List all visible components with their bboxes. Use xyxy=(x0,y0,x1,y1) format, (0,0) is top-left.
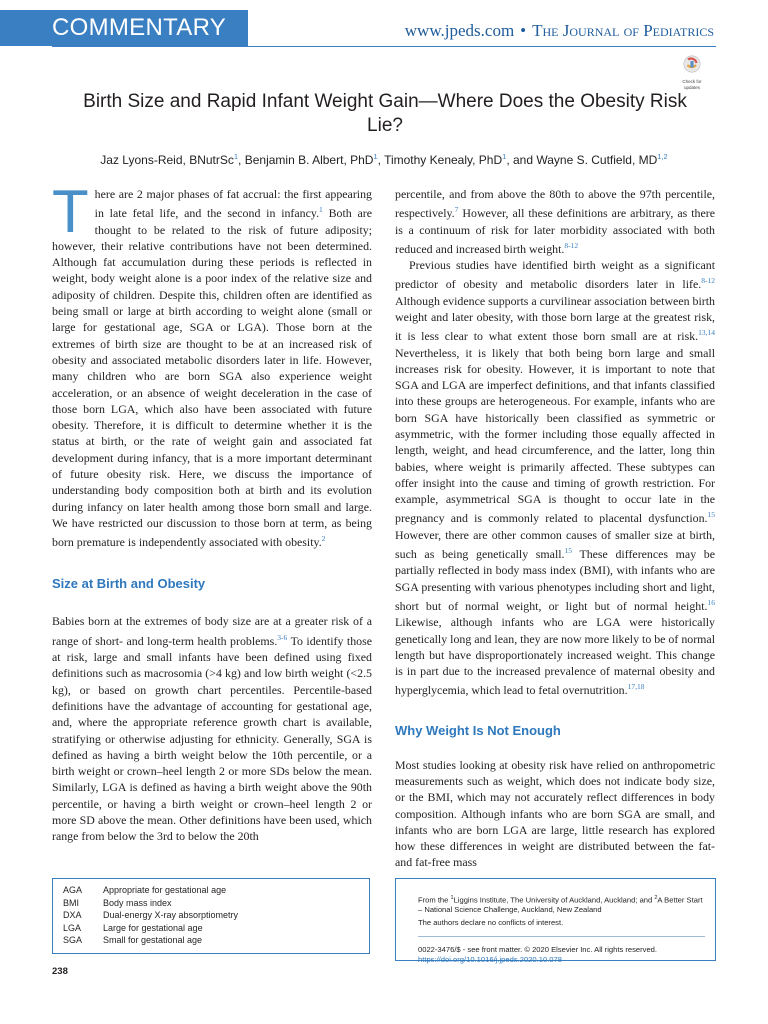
author-affiliation-marker: 1,2 xyxy=(657,152,668,161)
abbreviation-key: DXA xyxy=(63,910,82,921)
affiliation-text xyxy=(418,894,705,915)
author-name[interactable]: Wayne S. Cutfield, MD xyxy=(536,153,658,167)
abbreviation-key: SGA xyxy=(63,935,83,946)
abbreviation-key: AGA xyxy=(63,885,83,895)
journal-name: The Journal of Pediatrics xyxy=(532,21,714,40)
abbreviation-row xyxy=(63,884,369,897)
abbreviation-definition: Dual-energy X-ray absorptiometry xyxy=(103,910,239,921)
doi-link[interactable]: https://doi.org/10.1016/j.jpeds.2020.10.078 xyxy=(418,954,562,964)
author-affiliation-marker: 1 xyxy=(373,152,378,161)
section-heading-why-weight: Why Weight Is Not Enough xyxy=(395,722,561,738)
affiliation-marker-1: 1 xyxy=(450,895,454,901)
abbreviation-row xyxy=(63,909,369,922)
citation-marker[interactable]: 13,14 xyxy=(698,328,715,338)
abbreviations-box xyxy=(52,878,370,954)
left-column xyxy=(52,178,372,845)
author-affiliation-marker: 1 xyxy=(502,152,507,161)
author-name[interactable]: Jaz Lyons-Reid, BNutrSc xyxy=(100,153,234,167)
intro-text: here are 2 major phases of fat accrual: the first appearing in late fetal life, and the second in infancy.$^1$ Both are thought to be related to the risk of future adiposity; however, their relative contributions have not been determined. Although fat accumulation during these periods is reflected in weight, body weight alone is a poor index of the relative size and adiposity of children. Despite this, children often are identified as being small or large at birth according to weight alone (small or large for gestational age, SGA or LGA). Those born at the extremes of birth size are thought to be at an increased risk of obesity and associated metabolic disorders later in life. However, many children who are born SGA also experience weight acceleration, or an absence of weight deceleration in the case of those born LGA, which also have been associated with future obesity. Therefore, it is difficult to determine whether it is the status at birth, or the rate of weight gain and associated fat development during infancy, that is a more important determinant of future obesity risk. Here, we discuss the importance of understanding body composition both at birth and its evolution during infancy on later health among those born small and large. We have restricted our discussion to those born at term, as being born premature is independently associated with obesity.$^2$ xyxy=(52,187,372,550)
section-label: COMMENTARY xyxy=(52,14,227,41)
citation-marker[interactable]: 15 xyxy=(707,510,715,520)
abbreviation-definition: Small for gestational age xyxy=(103,935,203,946)
page-number: 238 xyxy=(52,966,68,977)
separator-bullet: • xyxy=(520,21,527,40)
citation-marker[interactable]: 7 xyxy=(454,205,459,215)
citation-marker[interactable]: 8-12 xyxy=(701,276,715,286)
page-header xyxy=(0,0,768,46)
article-title: Birth Size and Rapid Infant Weight Gain—Where Does the Obesity Risk Lie? xyxy=(83,91,687,136)
section1-paragraph2 xyxy=(395,257,715,699)
abbreviation-row xyxy=(63,934,369,947)
badge-text-line1: Check for xyxy=(682,79,702,84)
author-name[interactable]: Benjamin B. Albert, PhD xyxy=(244,153,374,167)
abbreviation-row xyxy=(63,922,369,935)
section2-paragraph1: Most studies looking at obesity risk have relied on anthropometric measurements such as weight, which does not indicate body size, or the BMI, which may not accurately reflect differences in body composition. Although infants who are born SGA are small, and infants who are born LGA are large, little research has explored how these differences in weight are distributed between the fat- and fat-free mass xyxy=(395,757,715,870)
author-name[interactable]: Timothy Kenealy, PhD xyxy=(384,153,503,167)
section1-paragraph1-text-continued: percentile, and from above the 80th to above the 97th percentile, respectively.$^7$ However, all these definitions are arbitrary, as there is a continuum of risk for later morbidity associated with both reduced and increased birth weight.$^{8-12}$ xyxy=(395,187,715,256)
affiliation-2: A Better Start – National Science Challenge, Auckland, New Zealand xyxy=(418,895,703,915)
author-list: Jaz Lyons-Reid, BNutrSc$^1$, Benjamin B. Albert, PhD$^1$, Timothy Kenealy, PhD$^1$, and Wayne S. Cutfield, MD$^{1,2}$ xyxy=(100,152,668,167)
journal-line xyxy=(405,21,714,41)
section1-paragraph2-text: Previous studies have identified birth weight as a significant predictor of obesity and metabolic disorders later in life.$^{8-12}$ Although evidence supports a curvilinear association between birth weight and later obesity, with those born large at the greatest risk, it is less clear to what extent those born small are at risk.$^{13,14}$ Nevertheless, it is likely that both being born large and small increases risk for obesity. However, it is important to note that SGA and LGA are imperfect definitions, and that infants classified into these groups are heterogeneous. For example, infants who are born SGA have historically been classified as symmetric or asymmetric, with the former including those equally affected in length, weight, and head circumference, and the latter, long thin babies, where weight is primarily affected. These subtypes can offer insight into the cause and timing of growth restriction. For example, asymmetrical SGA is thought to occur late in the pregnancy and is commonly related to placental dysfunction.$^{15}$ However, there are other common causes of smaller size at birth, such as being genetically small.$^{15}$ These differences may be partially reflected in body mass index (BMI), with infants who are SGA presenting with various phenotypes including short and light, short but of normal weight, or light but of normal height.$^{16}$ Likewise, although infants who are LGA were historically genetically long and lean, they are now more likely to be of normal length but have disproportionately increased weight. This change is in part due to the increased prevalence of maternal obesity and hyperglycemia, which lead to fetal overnutrition.$^{17,18}$ xyxy=(395,258,716,698)
author-affiliation-marker: 1 xyxy=(233,152,239,161)
header-rule xyxy=(52,46,716,47)
citation-marker[interactable]: 17,18 xyxy=(627,682,645,692)
right-column xyxy=(395,186,715,871)
affiliation-marker-2: 2 xyxy=(654,895,658,901)
section1-paragraph1-continued xyxy=(395,186,715,257)
section-tab xyxy=(0,10,248,46)
abbreviation-row xyxy=(63,897,369,910)
intro-paragraph xyxy=(52,178,372,550)
affiliation-1: Liggins Institute, The University of Auckland, Auckland; and xyxy=(453,895,655,905)
citation-marker[interactable]: 1 xyxy=(319,205,323,215)
conflicts-statement: The authors declare no conflicts of interest. xyxy=(418,917,564,927)
section1-paragraph1-text: Babies born at the extremes of body size are at a greater risk of a range of short- and long-term health problems.$^{3-6}$ To identify those at risk, large and small infants have been defined using fixed definitions such as macrosomia (>4 kg) and low birth weight (<2.5 kg), or based on growth chart percentiles. Percentile-based definitions have the advantage of accounting for gestational age, and, where the appropriate reference growth chart is available, stratifying or otherwise adjusting for ethnicity. Generally, SGA is defined as having a birth weight below the 10th percentile, or a birth weight or crown–heel length 2 or more SDs below the mean. Similarly, LGA is defined as having a birth weight above the 90th percentile, or having a birth weight or crown–heel length 2 or more SD above the mean. Other definitions have been used, which range from below the 3rd to below the 20th xyxy=(52,614,372,844)
citation-marker[interactable]: 15 xyxy=(564,546,573,556)
section1-paragraph1-start xyxy=(52,613,372,844)
footnote-divider xyxy=(418,936,705,937)
citation-marker[interactable]: 8-12 xyxy=(564,240,579,250)
copyright-line: 0022-3476/$ - see front matter. © 2020 Elsevier Inc. All rights reserved. xyxy=(418,945,658,955)
affiliation-footnote-box xyxy=(395,878,716,964)
journal-website-link[interactable]: www.jpeds.com xyxy=(404,21,515,40)
abbreviation-key: LGA xyxy=(63,922,82,933)
abbreviation-definition: Body mass index xyxy=(103,897,172,908)
abbreviation-definition: Large for gestational age xyxy=(103,922,203,933)
check-for-updates-icon xyxy=(683,55,701,73)
drop-cap: T xyxy=(52,178,89,245)
check-for-updates-badge[interactable] xyxy=(678,55,706,90)
badge-text-line2: updates xyxy=(683,85,700,90)
citation-marker[interactable]: 2 xyxy=(321,534,326,544)
abbreviation-definition: Appropriate for gestational age xyxy=(103,885,227,895)
citation-marker[interactable]: 16 xyxy=(707,597,715,607)
abbreviation-key: BMI xyxy=(63,897,80,908)
affiliation-prefix: From the xyxy=(418,895,451,905)
citation-marker[interactable]: 3-6 xyxy=(277,632,288,642)
section-heading-size-at-birth: Size at Birth and Obesity xyxy=(52,576,206,592)
